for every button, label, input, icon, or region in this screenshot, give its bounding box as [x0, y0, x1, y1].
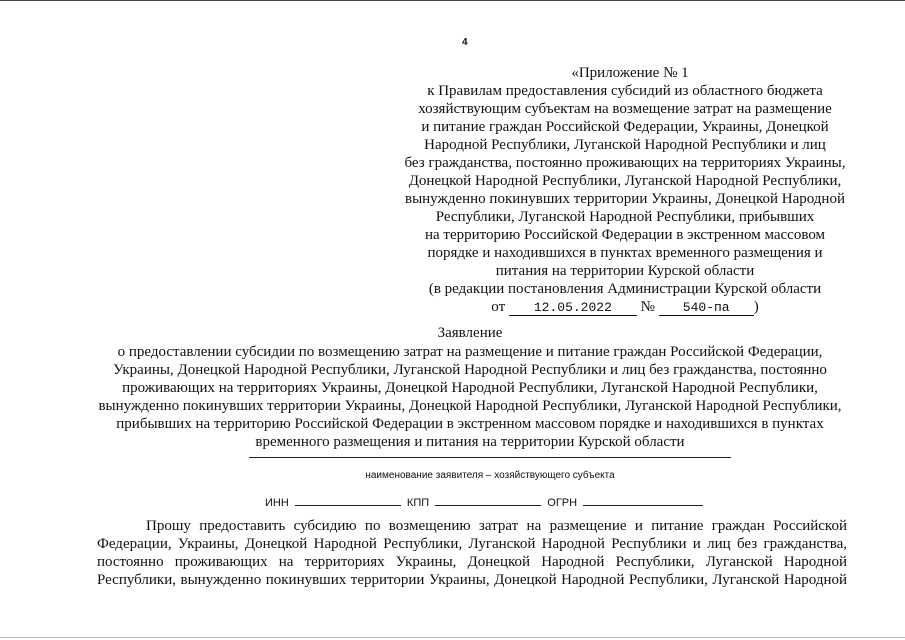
appendix-line: Народной Республики, Луганской Народной Республики и лиц [424, 137, 826, 153]
appendix-line: порядке и находившихся в пунктах временного размещения и [427, 245, 823, 261]
paragraph-line: Федерации, Украины, Донецкой Народной Республики, Луганской Народной Республики и лиц без гражданства, [97, 536, 847, 552]
paragraph-line: постоянно проживающих на территориях Украины, Донецкой Народной Республики, Луганской Народной [97, 554, 847, 570]
revision-date: 12.05.2022 [509, 300, 637, 316]
paragraph-line: Республики, вынужденно покинувших территории Украины, Донецкой Народной Республики, Луганской Народной [97, 572, 847, 588]
statement-line: о предоставлении субсидии по возмещению затрат на размещение и питание граждан Российской Федерации, [117, 344, 823, 360]
kpp-label: КПП [406, 497, 430, 509]
statement-line: вынужденно покинувших территории Украины, Донецкой Народной Республики, Луганской Народной Республики, [98, 398, 842, 414]
revision-date-line [395, 298, 855, 316]
appendix-line: без гражданства, постоянно проживающих на территориях Украины, [404, 155, 846, 171]
request-paragraph [97, 517, 847, 589]
registration-ids-row [265, 494, 706, 509]
kpp-field[interactable] [435, 494, 541, 506]
date-prefix: от [491, 299, 506, 315]
number-sign: № [640, 299, 655, 315]
statement-line: прибывших на территорию Российской Федерации в экстренном массовом порядке и находившихся в пунктах [116, 416, 824, 432]
statement-line: проживающих на территориях Украины, Донецкой Народной Республики, Луганской Народной Республики, [122, 380, 818, 396]
revision-number: 540-па [659, 300, 754, 316]
inn-label: ИНН [265, 497, 289, 509]
page-bottom-edge [0, 637, 905, 638]
page-number: 4 [462, 37, 468, 48]
statement-title: Заявление [437, 325, 503, 341]
inn-field[interactable] [295, 494, 401, 506]
ogrn-label: ОГРН [547, 497, 578, 509]
appendix-line: на территорию Российской Федерации в экстренном массовом [424, 227, 826, 243]
appendix-line: Республики, Луганской Народной Республики, прибывших [435, 209, 815, 225]
appendix-line: Донецкой Народной Республики, Луганской Народной Республики, [408, 173, 842, 189]
applicant-name-field[interactable] [249, 457, 731, 458]
appendix-line: к Правилам предоставления субсидий из областного бюджета [427, 83, 823, 99]
appendix-line: вынужденно покинувших территории Украины, Донецкой Народной [404, 191, 845, 207]
appendix-line: (в редакции постановления Администрации Курской области [428, 281, 822, 297]
appendix-title: «Приложение № 1 [571, 65, 689, 81]
applicant-name-caption: наименование заявителя – хозяйствующего субъекта [365, 470, 615, 481]
statement-line: Украины, Донецкой Народной Республики, Луганской Народной Республики и лиц без гражданства, постоянно [113, 362, 827, 378]
statement-line: временного размещения и питания на территории Курской области [255, 434, 685, 450]
paragraph-line: Прошу предоставить субсидию по возмещению затрат на размещение и питание граждан Российской [146, 518, 847, 534]
appendix-header [395, 64, 855, 316]
appendix-line: питания на территории Курской области [495, 263, 755, 279]
ogrn-field[interactable] [583, 494, 703, 506]
appendix-line: хозяйствующим субъектам на возмещение затрат на размещение [418, 101, 832, 117]
page-top-edge [0, 0, 905, 1]
closing-paren: ) [753, 299, 759, 315]
statement-heading [60, 324, 880, 451]
appendix-line: и питание граждан Российской Федерации, Украины, Донецкой [421, 119, 829, 135]
